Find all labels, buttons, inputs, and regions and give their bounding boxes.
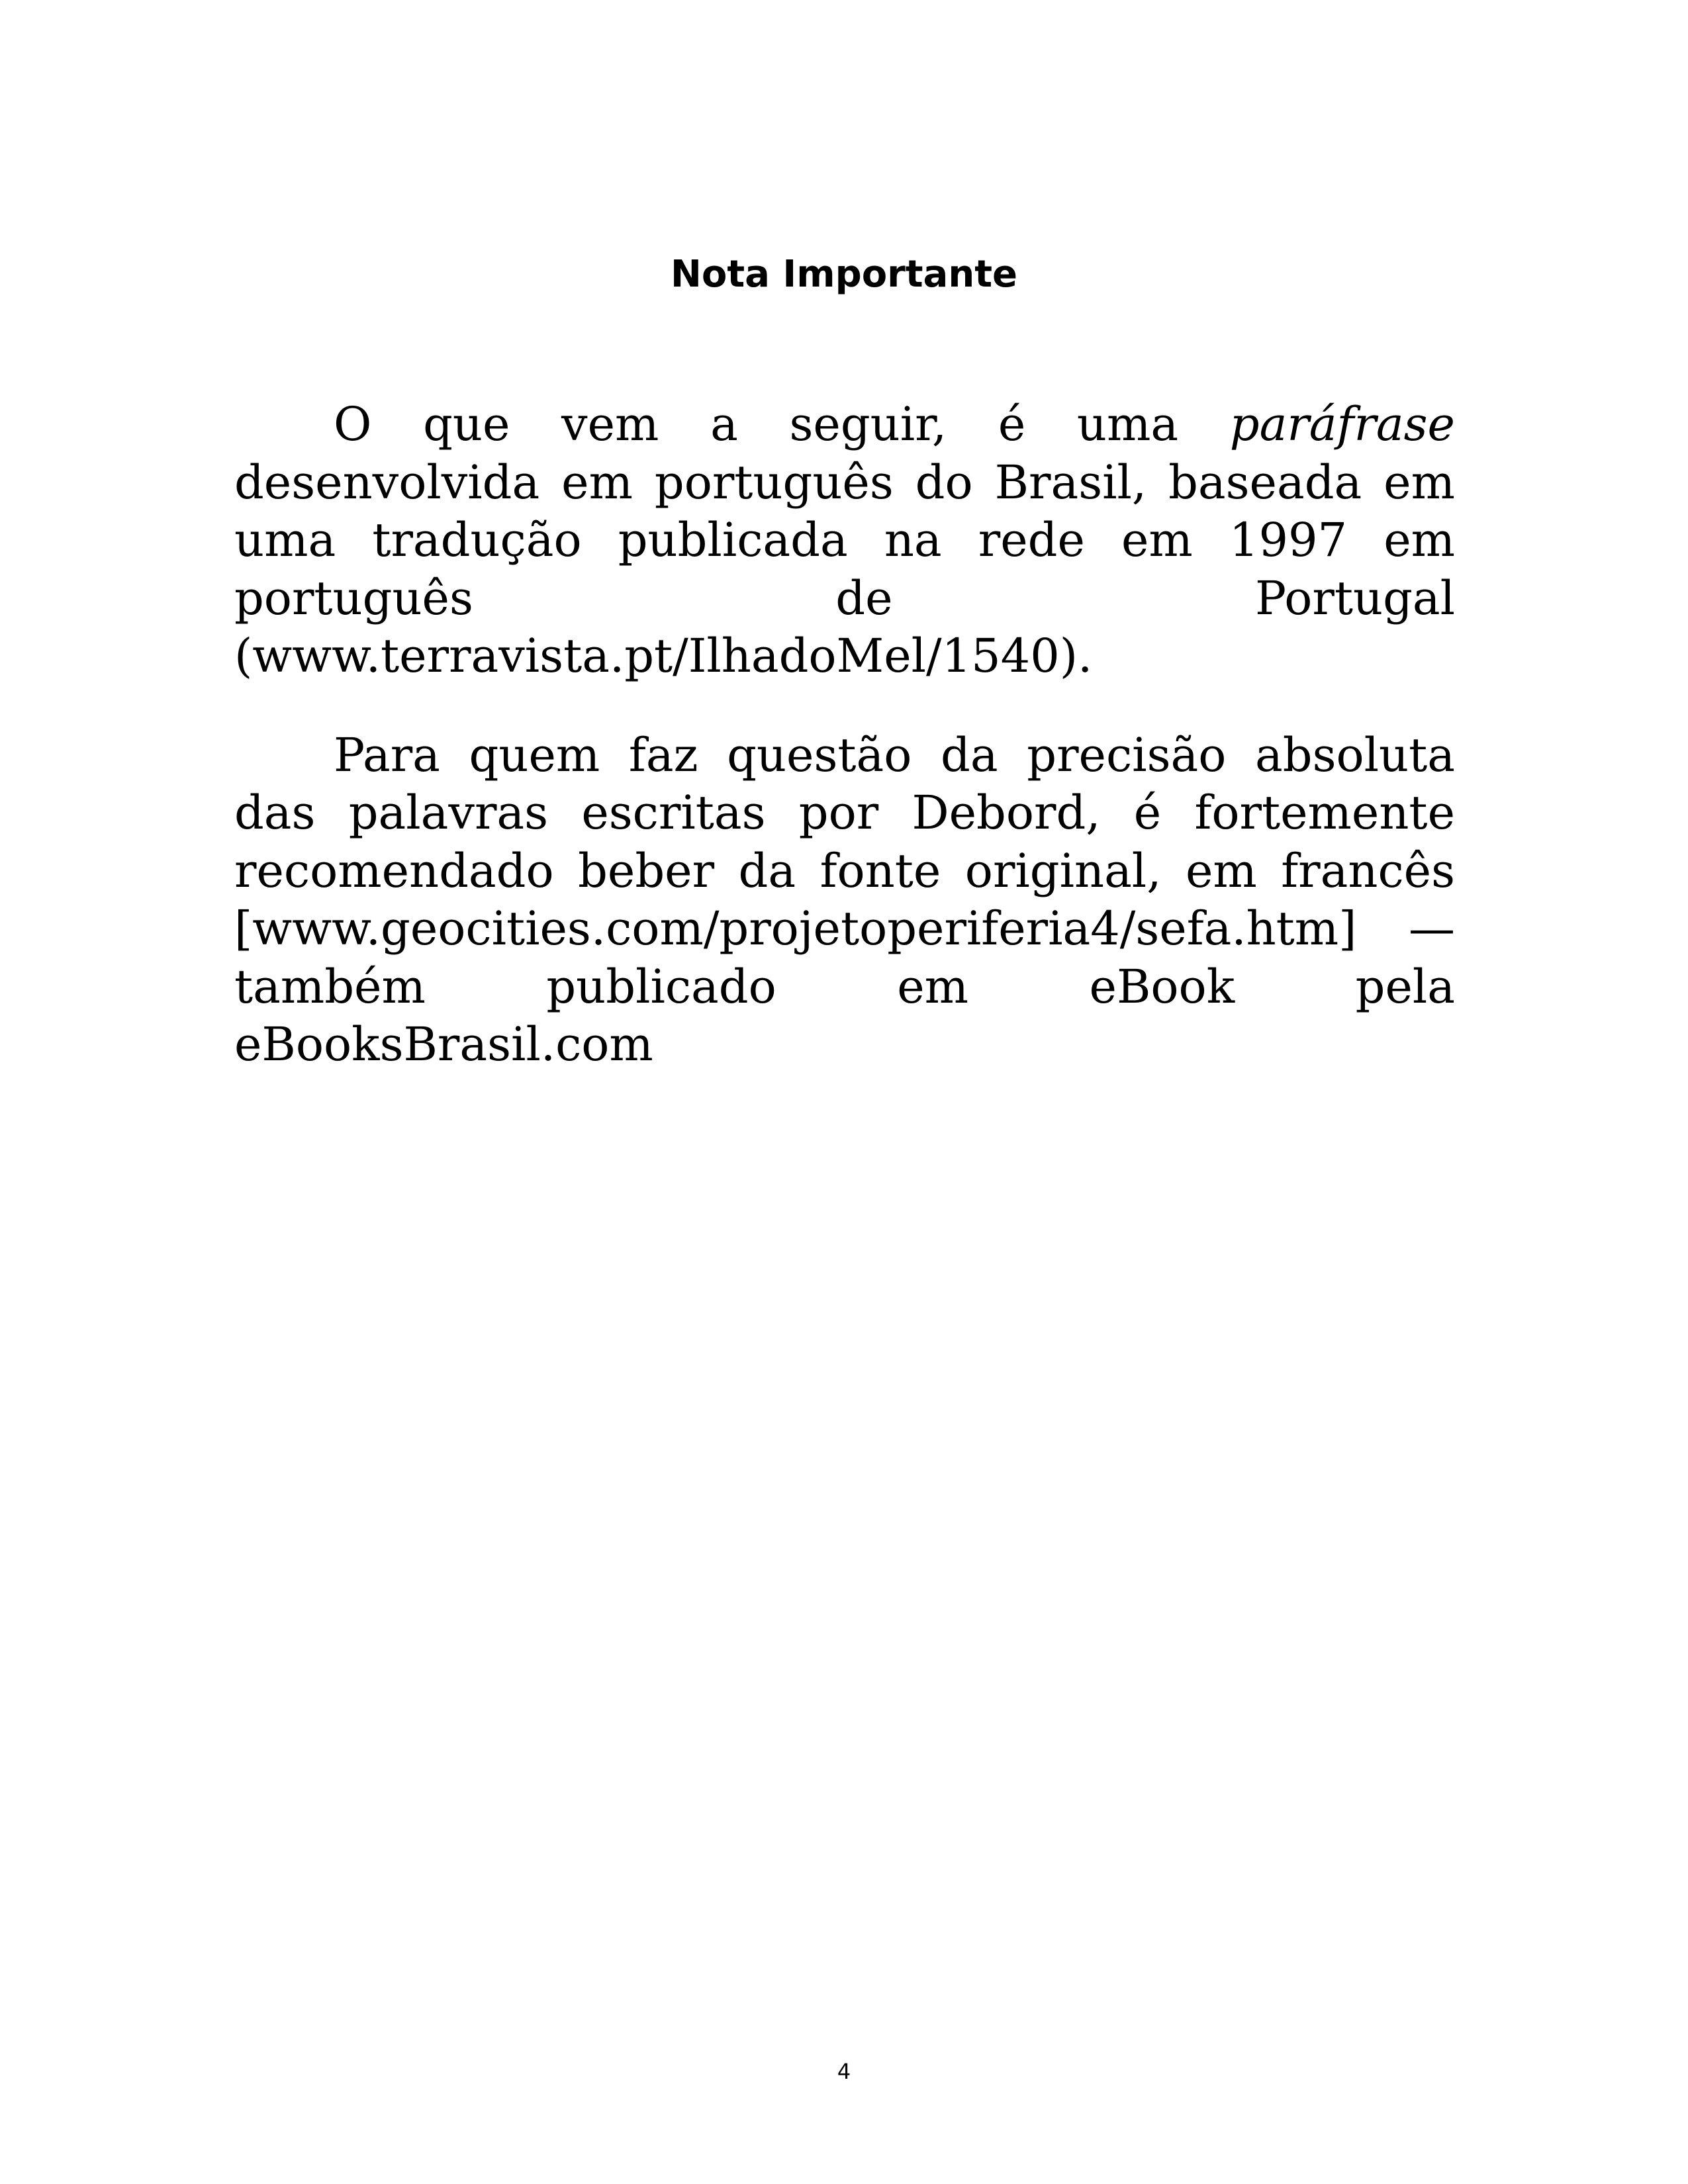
paragraph-2: Para quem faz questão da precisão absoluta das palavras escritas por Debord, é fortemente recomendado beber da fonte original, em francês [www.geocities.com/projetoperiferia4/sefa.htm] — também publicado em eBook pela eBooksBrasil.com: [234, 727, 1455, 1071]
body-text: [234, 396, 1455, 1115]
paragraph-1-intro: O que vem a seguir, é uma: [334, 397, 1230, 451]
paragraph-1: [234, 396, 1455, 686]
paragraph-1-rest: desenvolvida em português do Brasil, baseada em uma tradução publicada na rede em 1997 em português de Portugal (www.terravista.pt/IlhadoMel/1540).: [234, 455, 1455, 683]
page-number: 4: [837, 2059, 851, 2084]
paragraph-1-emphasis: paráfrase: [1229, 397, 1455, 451]
page-title: Nota Importante: [671, 253, 1017, 296]
